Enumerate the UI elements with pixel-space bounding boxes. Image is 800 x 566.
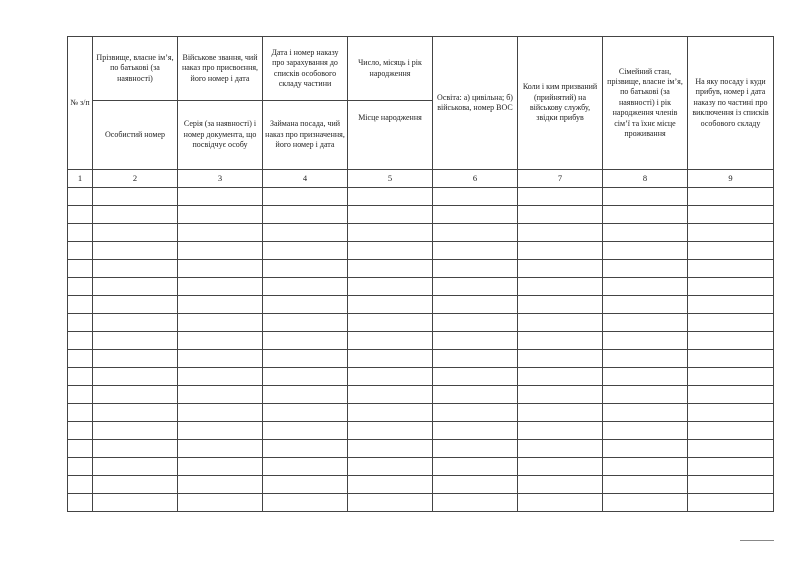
table-cell[interactable]	[93, 404, 178, 422]
table-cell[interactable]	[68, 188, 93, 206]
header-military-rank: Військове звання, чий наказ про присвоєння, його номер і дата	[178, 37, 263, 101]
table-cell[interactable]	[688, 422, 774, 440]
table-cell[interactable]	[263, 386, 348, 404]
table-cell[interactable]	[433, 332, 518, 350]
table-cell[interactable]	[433, 206, 518, 224]
table-cell[interactable]	[263, 314, 348, 332]
column-number: 9	[688, 170, 774, 188]
table-cell[interactable]	[688, 224, 774, 242]
table-cell[interactable]	[603, 404, 688, 422]
table-cell[interactable]	[433, 368, 518, 386]
table-cell[interactable]	[178, 278, 263, 296]
table-cell[interactable]	[178, 422, 263, 440]
table-row	[68, 278, 774, 296]
table-cell[interactable]	[178, 188, 263, 206]
table-cell[interactable]	[688, 278, 774, 296]
table-cell[interactable]	[178, 260, 263, 278]
table-cell[interactable]	[68, 242, 93, 260]
table-cell[interactable]	[433, 386, 518, 404]
table-row	[68, 206, 774, 224]
table-cell[interactable]	[688, 206, 774, 224]
table-cell[interactable]	[68, 422, 93, 440]
table-cell[interactable]	[263, 422, 348, 440]
column-number: 4	[263, 170, 348, 188]
table-row	[68, 368, 774, 386]
table-cell[interactable]	[348, 494, 433, 512]
table-row	[68, 314, 774, 332]
header-family-status: Сімейний стан, прізвище, власне ім’я, по батькові (за наявності) і рік народження членів сім’ї та їхнє місце проживання	[603, 37, 688, 170]
table-cell[interactable]	[518, 242, 603, 260]
table-cell[interactable]	[688, 404, 774, 422]
table-cell[interactable]	[93, 368, 178, 386]
table-cell[interactable]	[68, 458, 93, 476]
table-cell[interactable]	[263, 350, 348, 368]
table-cell[interactable]	[603, 368, 688, 386]
table-cell[interactable]	[93, 440, 178, 458]
table-cell[interactable]	[433, 278, 518, 296]
table-cell[interactable]	[348, 296, 433, 314]
table-cell[interactable]	[68, 224, 93, 242]
table-cell[interactable]	[68, 278, 93, 296]
table-cell[interactable]	[433, 188, 518, 206]
table-cell[interactable]	[93, 260, 178, 278]
table-cell[interactable]	[178, 314, 263, 332]
table-cell[interactable]	[688, 350, 774, 368]
column-number: 3	[178, 170, 263, 188]
page-corner-rule	[740, 540, 774, 541]
table-cell[interactable]	[433, 440, 518, 458]
table-cell[interactable]	[348, 188, 433, 206]
table-row	[68, 350, 774, 368]
column-number: 1	[68, 170, 93, 188]
table-cell[interactable]	[263, 494, 348, 512]
header-education: Освіта: а) цивільна; б) військова, номер ВОС	[433, 37, 518, 170]
table-row	[68, 494, 774, 512]
table-cell[interactable]	[348, 422, 433, 440]
table-cell[interactable]	[68, 260, 93, 278]
table-cell[interactable]	[68, 350, 93, 368]
table-cell[interactable]	[433, 404, 518, 422]
table-cell[interactable]	[603, 332, 688, 350]
table-cell[interactable]	[433, 314, 518, 332]
header-position: Займана посада, чий наказ про призначення, його номер і дата	[263, 101, 348, 170]
table-cell[interactable]	[68, 404, 93, 422]
table-cell[interactable]	[348, 224, 433, 242]
table-cell[interactable]	[603, 188, 688, 206]
table-cell[interactable]	[348, 260, 433, 278]
table-cell[interactable]	[93, 422, 178, 440]
table-cell[interactable]	[518, 404, 603, 422]
table-cell[interactable]	[263, 260, 348, 278]
table-cell[interactable]	[518, 440, 603, 458]
table-cell[interactable]	[518, 332, 603, 350]
table-cell[interactable]	[68, 494, 93, 512]
table-cell[interactable]	[68, 332, 93, 350]
table-cell[interactable]	[93, 296, 178, 314]
table-cell[interactable]	[433, 458, 518, 476]
table-cell[interactable]	[603, 260, 688, 278]
table-cell[interactable]	[518, 314, 603, 332]
header-row-top	[68, 37, 774, 101]
table-cell[interactable]	[68, 440, 93, 458]
table-cell[interactable]	[348, 314, 433, 332]
table-cell[interactable]	[68, 386, 93, 404]
table-cell[interactable]	[433, 476, 518, 494]
header-exclusion: На яку посаду і куди прибув, номер і дата наказу по частині про виключення із списків особового складу	[688, 37, 774, 170]
table-cell[interactable]	[518, 260, 603, 278]
header-enrollment-order: Дата і номер наказу про зарахування до списків особового складу частини	[263, 37, 348, 101]
table-cell[interactable]	[93, 494, 178, 512]
table-cell[interactable]	[178, 332, 263, 350]
table-cell[interactable]	[603, 458, 688, 476]
table-cell[interactable]	[688, 440, 774, 458]
table-cell[interactable]	[93, 278, 178, 296]
table-cell[interactable]	[518, 206, 603, 224]
table-cell[interactable]	[433, 422, 518, 440]
table-cell[interactable]	[603, 494, 688, 512]
table-cell[interactable]	[178, 224, 263, 242]
table-row	[68, 296, 774, 314]
table-cell[interactable]	[93, 476, 178, 494]
table-row	[68, 332, 774, 350]
table-cell[interactable]	[603, 242, 688, 260]
table-cell[interactable]	[433, 494, 518, 512]
table-cell[interactable]	[688, 242, 774, 260]
table-cell[interactable]	[178, 440, 263, 458]
table-cell[interactable]	[518, 386, 603, 404]
table-cell[interactable]	[603, 224, 688, 242]
table-cell[interactable]	[178, 350, 263, 368]
table-cell[interactable]	[603, 278, 688, 296]
table-cell[interactable]	[178, 368, 263, 386]
table-cell[interactable]	[518, 368, 603, 386]
table-cell[interactable]	[178, 404, 263, 422]
column-number: 7	[518, 170, 603, 188]
table-row	[68, 476, 774, 494]
table-cell[interactable]	[68, 368, 93, 386]
header-birth-place: Місце народження	[348, 101, 433, 170]
table-cell[interactable]	[603, 314, 688, 332]
table-cell[interactable]	[263, 368, 348, 386]
table-cell[interactable]	[68, 296, 93, 314]
table-cell[interactable]	[263, 476, 348, 494]
table-cell[interactable]	[518, 224, 603, 242]
table-row	[68, 458, 774, 476]
table-cell[interactable]	[348, 368, 433, 386]
table-cell[interactable]	[433, 350, 518, 368]
table-cell[interactable]	[688, 494, 774, 512]
table-row	[68, 242, 774, 260]
table-cell[interactable]	[348, 332, 433, 350]
table-cell[interactable]	[68, 476, 93, 494]
table-cell[interactable]	[263, 440, 348, 458]
table-row	[68, 260, 774, 278]
column-number: 8	[603, 170, 688, 188]
column-number: 5	[348, 170, 433, 188]
table-row	[68, 188, 774, 206]
table-cell[interactable]	[688, 332, 774, 350]
header-number: № з/п	[68, 37, 93, 170]
table-cell[interactable]	[178, 476, 263, 494]
table-cell[interactable]	[518, 458, 603, 476]
table-cell[interactable]	[688, 296, 774, 314]
table-cell[interactable]	[93, 206, 178, 224]
table-cell[interactable]	[603, 440, 688, 458]
table-cell[interactable]	[603, 476, 688, 494]
table-cell[interactable]	[263, 224, 348, 242]
table-cell[interactable]	[348, 242, 433, 260]
table-cell[interactable]	[518, 476, 603, 494]
table-row	[68, 422, 774, 440]
table-row	[68, 386, 774, 404]
table-cell[interactable]	[688, 314, 774, 332]
table-cell[interactable]	[93, 242, 178, 260]
table-cell[interactable]	[93, 224, 178, 242]
table-cell[interactable]	[348, 278, 433, 296]
header-full-name: Прізвище, власне ім’я, по батькові (за наявності)	[93, 37, 178, 101]
table-cell[interactable]	[178, 206, 263, 224]
table-cell[interactable]	[348, 206, 433, 224]
table-cell[interactable]	[348, 476, 433, 494]
table-cell[interactable]	[518, 494, 603, 512]
table-cell[interactable]	[603, 386, 688, 404]
table-cell[interactable]	[93, 332, 178, 350]
table-cell[interactable]	[263, 404, 348, 422]
column-number: 6	[433, 170, 518, 188]
personnel-register-table	[67, 36, 774, 512]
table-cell[interactable]	[93, 188, 178, 206]
header-personal-number: Особистий номер	[93, 101, 178, 170]
table-cell[interactable]	[93, 386, 178, 404]
table-cell[interactable]	[93, 314, 178, 332]
table-cell[interactable]	[688, 386, 774, 404]
table-cell[interactable]	[433, 242, 518, 260]
table-cell[interactable]	[263, 278, 348, 296]
table-row	[68, 404, 774, 422]
table-cell[interactable]	[348, 386, 433, 404]
table-cell[interactable]	[178, 296, 263, 314]
table-cell[interactable]	[433, 260, 518, 278]
table-row	[68, 440, 774, 458]
column-number: 2	[93, 170, 178, 188]
table-cell[interactable]	[688, 260, 774, 278]
column-number-row	[68, 170, 774, 188]
table-cell[interactable]	[178, 386, 263, 404]
table-cell[interactable]	[518, 350, 603, 368]
table-cell[interactable]	[93, 458, 178, 476]
table-cell[interactable]	[263, 296, 348, 314]
table-cell[interactable]	[263, 188, 348, 206]
table-cell[interactable]	[348, 440, 433, 458]
table-row	[68, 224, 774, 242]
table-cell[interactable]	[688, 368, 774, 386]
header-conscription: Коли і ким призваний (прийнятий) на військову службу, звідки прибув	[518, 37, 603, 170]
table-cell[interactable]	[348, 404, 433, 422]
table-cell[interactable]	[518, 188, 603, 206]
table-cell[interactable]	[263, 332, 348, 350]
table-cell[interactable]	[603, 350, 688, 368]
table-cell[interactable]	[178, 494, 263, 512]
table-cell[interactable]	[518, 278, 603, 296]
header-birth-date: Число, місяць і рік народження	[348, 37, 433, 101]
table-cell[interactable]	[348, 458, 433, 476]
table-cell[interactable]	[263, 206, 348, 224]
table-cell[interactable]	[603, 206, 688, 224]
header-identity-document: Серія (за наявності) і номер документа, що посвідчує особу	[178, 101, 263, 170]
table-cell[interactable]	[433, 296, 518, 314]
table-cell[interactable]	[433, 224, 518, 242]
table-cell[interactable]	[348, 350, 433, 368]
table-cell[interactable]	[178, 458, 263, 476]
table-cell[interactable]	[68, 314, 93, 332]
table-cell[interactable]	[518, 422, 603, 440]
table-cell[interactable]	[263, 242, 348, 260]
table-cell[interactable]	[263, 458, 348, 476]
table-cell[interactable]	[93, 350, 178, 368]
table-cell[interactable]	[603, 422, 688, 440]
table-cell[interactable]	[68, 206, 93, 224]
table-cell[interactable]	[688, 458, 774, 476]
table-cell[interactable]	[178, 242, 263, 260]
table-cell[interactable]	[518, 296, 603, 314]
table-cell[interactable]	[603, 296, 688, 314]
table-cell[interactable]	[688, 188, 774, 206]
table-cell[interactable]	[688, 476, 774, 494]
register-body	[68, 37, 774, 512]
